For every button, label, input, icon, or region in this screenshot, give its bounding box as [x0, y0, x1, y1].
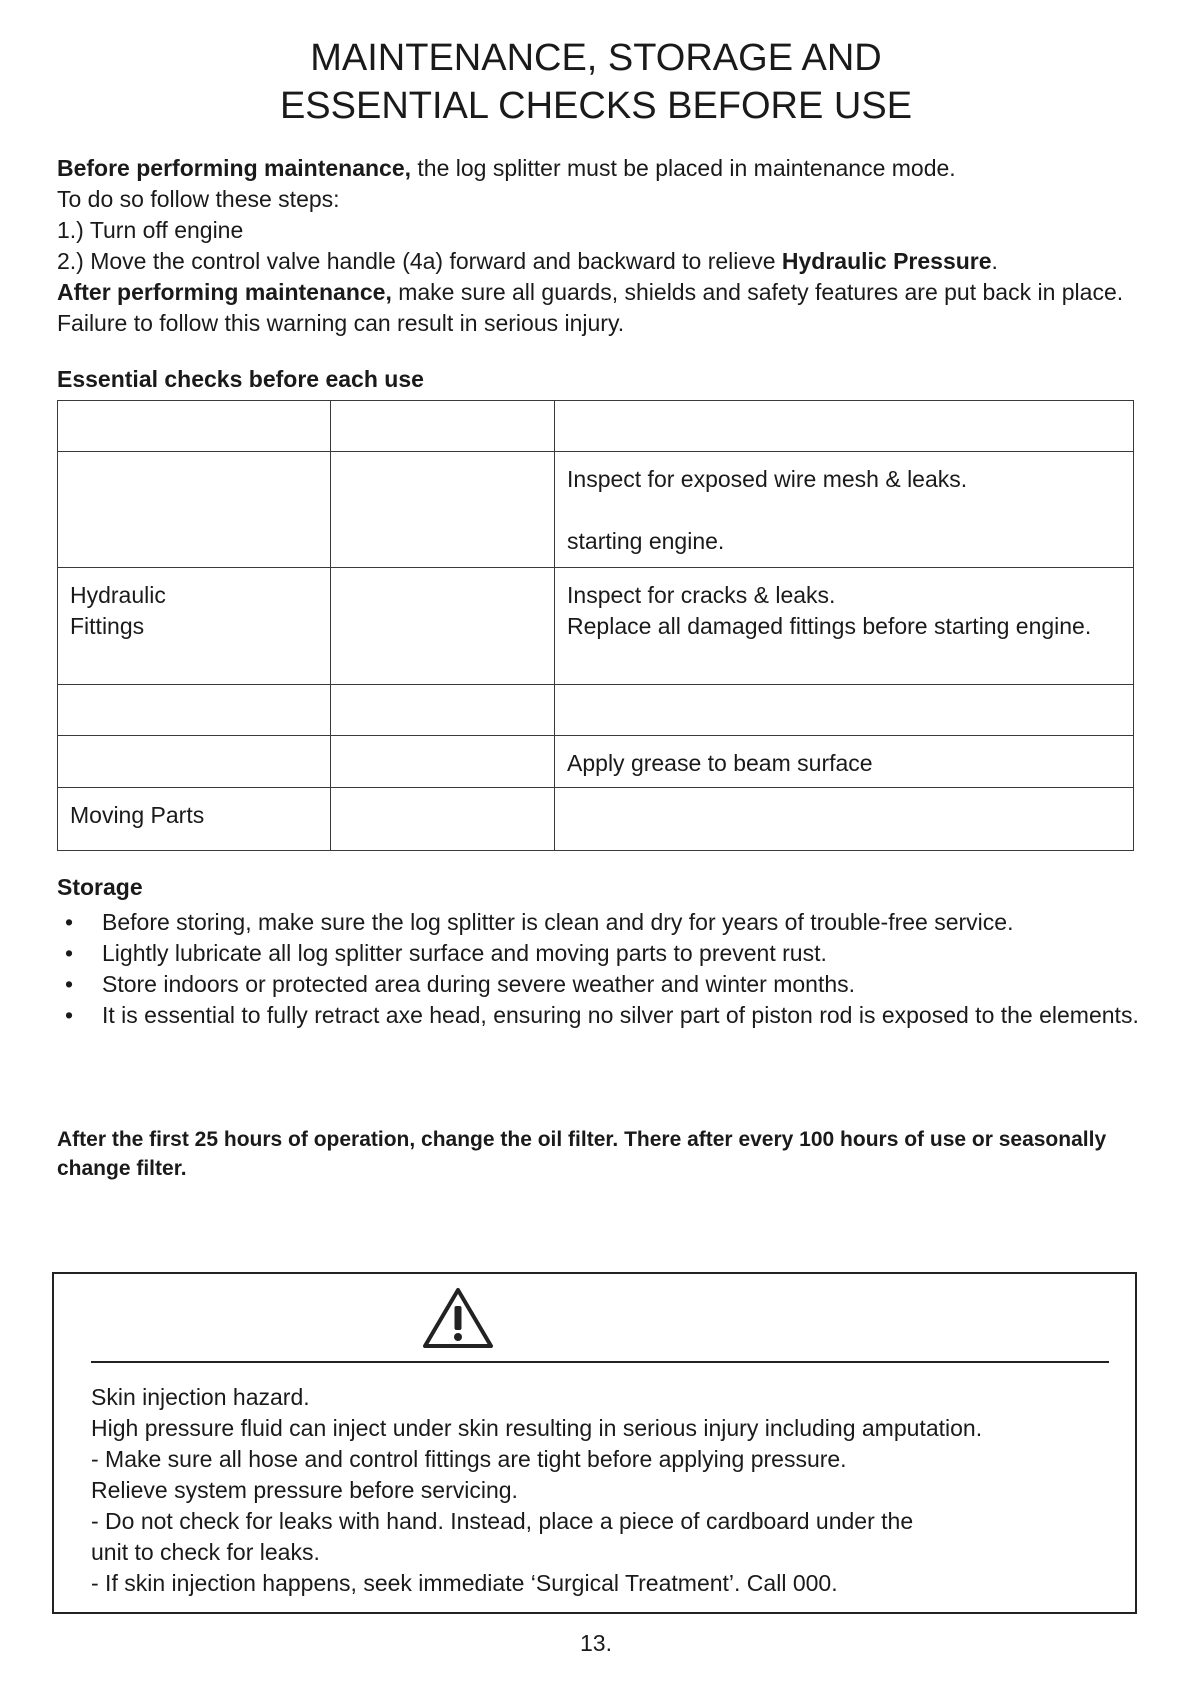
table-row: [58, 788, 1134, 851]
table-cell-item: [58, 452, 331, 568]
intro-step-2-bold: Hydraulic Pressure: [781, 248, 992, 274]
warning-text: [91, 1382, 1131, 1599]
oil-filter-note: After the first 25 hours of operation, change the oil filter. There after every 100 hours of use or seasonally change filter.: [57, 1128, 1107, 1180]
intro-step-2-text: 2.) Move the control valve handle (4a) forward and backward to relieve: [57, 248, 782, 274]
table-cell-action: [555, 685, 1134, 736]
table-cell-interval: [330, 452, 554, 568]
intro-step-1: 1.) Turn off engine: [57, 217, 244, 243]
table-cell-interval: [330, 788, 554, 851]
intro-paragraph-3: [57, 277, 1167, 339]
table-cell-item: Moving Parts: [58, 788, 331, 851]
warning-line: Skin injection hazard.: [91, 1384, 310, 1410]
table-cell-action: Apply grease to beam surface: [555, 736, 1134, 788]
table-cell-item: [58, 736, 331, 788]
checks-heading: Essential checks before each use: [57, 366, 424, 392]
item-line-1: Hydraulic: [70, 582, 166, 608]
table-cell-action: [555, 788, 1134, 851]
table-cell-item: [58, 568, 331, 685]
table-row: [58, 452, 1134, 568]
list-item: • Lightly lubricate all log splitter surface and moving parts to prevent rust.: [57, 938, 1167, 969]
intro-step-2-end: .: [991, 248, 998, 274]
intro-bold-after: After performing maintenance,: [57, 279, 392, 305]
table-cell-item: [58, 685, 331, 736]
table-row: [58, 568, 1134, 685]
table-cell-action: [555, 568, 1134, 685]
intro-text-1: the log splitter must be placed in maintenance mode.: [411, 155, 956, 181]
table-cell-interval: [330, 568, 554, 685]
page-title: [0, 34, 1192, 130]
action-line-1: Inspect for exposed wire mesh & leaks.: [567, 466, 968, 492]
warning-line: - Do not check for leaks with hand. Instead, place a piece of cardboard under the: [91, 1508, 914, 1534]
storage-heading: Storage: [57, 874, 143, 900]
table-cell-interval: [330, 401, 554, 452]
page-title-line-1: MAINTENANCE, STORAGE AND: [310, 37, 882, 79]
warning-box: [52, 1272, 1137, 1614]
warning-line: Relieve system pressure before servicing.: [91, 1477, 518, 1503]
warning-line: - If skin injection happens, seek immediate ‘Surgical Treatment’. Call 000.: [91, 1570, 838, 1596]
table-row: [58, 685, 1134, 736]
item-line-2: Fittings: [70, 613, 145, 639]
warning-line: - Make sure all hose and control fittings are tight before applying pressure.: [91, 1446, 847, 1472]
storage-list: [57, 907, 1167, 1031]
list-item: • Before storing, make sure the log splitter is clean and dry for years of trouble-free service.: [57, 907, 1167, 938]
page-number: 13.: [580, 1630, 612, 1656]
maintenance-intro: [57, 153, 1167, 339]
page-title-line-2: ESSENTIAL CHECKS BEFORE USE: [279, 85, 913, 127]
action-line-2: starting engine.: [567, 528, 725, 554]
table-cell-action: [555, 452, 1134, 568]
list-item: • It is essential to fully retract axe head, ensuring no silver part of piston rod is exposed to the elements.: [57, 1000, 1167, 1031]
table-row: [58, 736, 1134, 788]
warning-line: High pressure fluid can inject under skin resulting in serious injury including amputation.: [91, 1415, 983, 1441]
warning-triangle-icon: [422, 1286, 494, 1350]
essential-checks-table: [57, 400, 1134, 851]
list-item: • Store indoors or protected area during severe weather and winter months.: [57, 969, 1167, 1000]
table-cell-interval: [330, 736, 554, 788]
table-cell-item: [58, 401, 331, 452]
intro-step-2: [57, 246, 1167, 277]
warning-divider: [91, 1361, 1109, 1363]
table-cell-interval: [330, 685, 554, 736]
table-cell-action: [555, 401, 1134, 452]
intro-paragraph-2: To do so follow these steps:: [57, 186, 340, 212]
warning-line: unit to check for leaks.: [91, 1539, 320, 1565]
action-line-2: Replace all damaged fittings before starting engine.: [567, 613, 1092, 639]
action-line-1: Inspect for cracks & leaks.: [567, 582, 836, 608]
intro-bold-before: Before performing maintenance,: [57, 155, 412, 181]
intro-text-3: make sure all guards, shields and safety features are put back in place. Failure to follow this warning can result in serious injury.: [57, 279, 1124, 336]
intro-paragraph-1: [57, 153, 1167, 184]
table-row: [58, 401, 1134, 452]
